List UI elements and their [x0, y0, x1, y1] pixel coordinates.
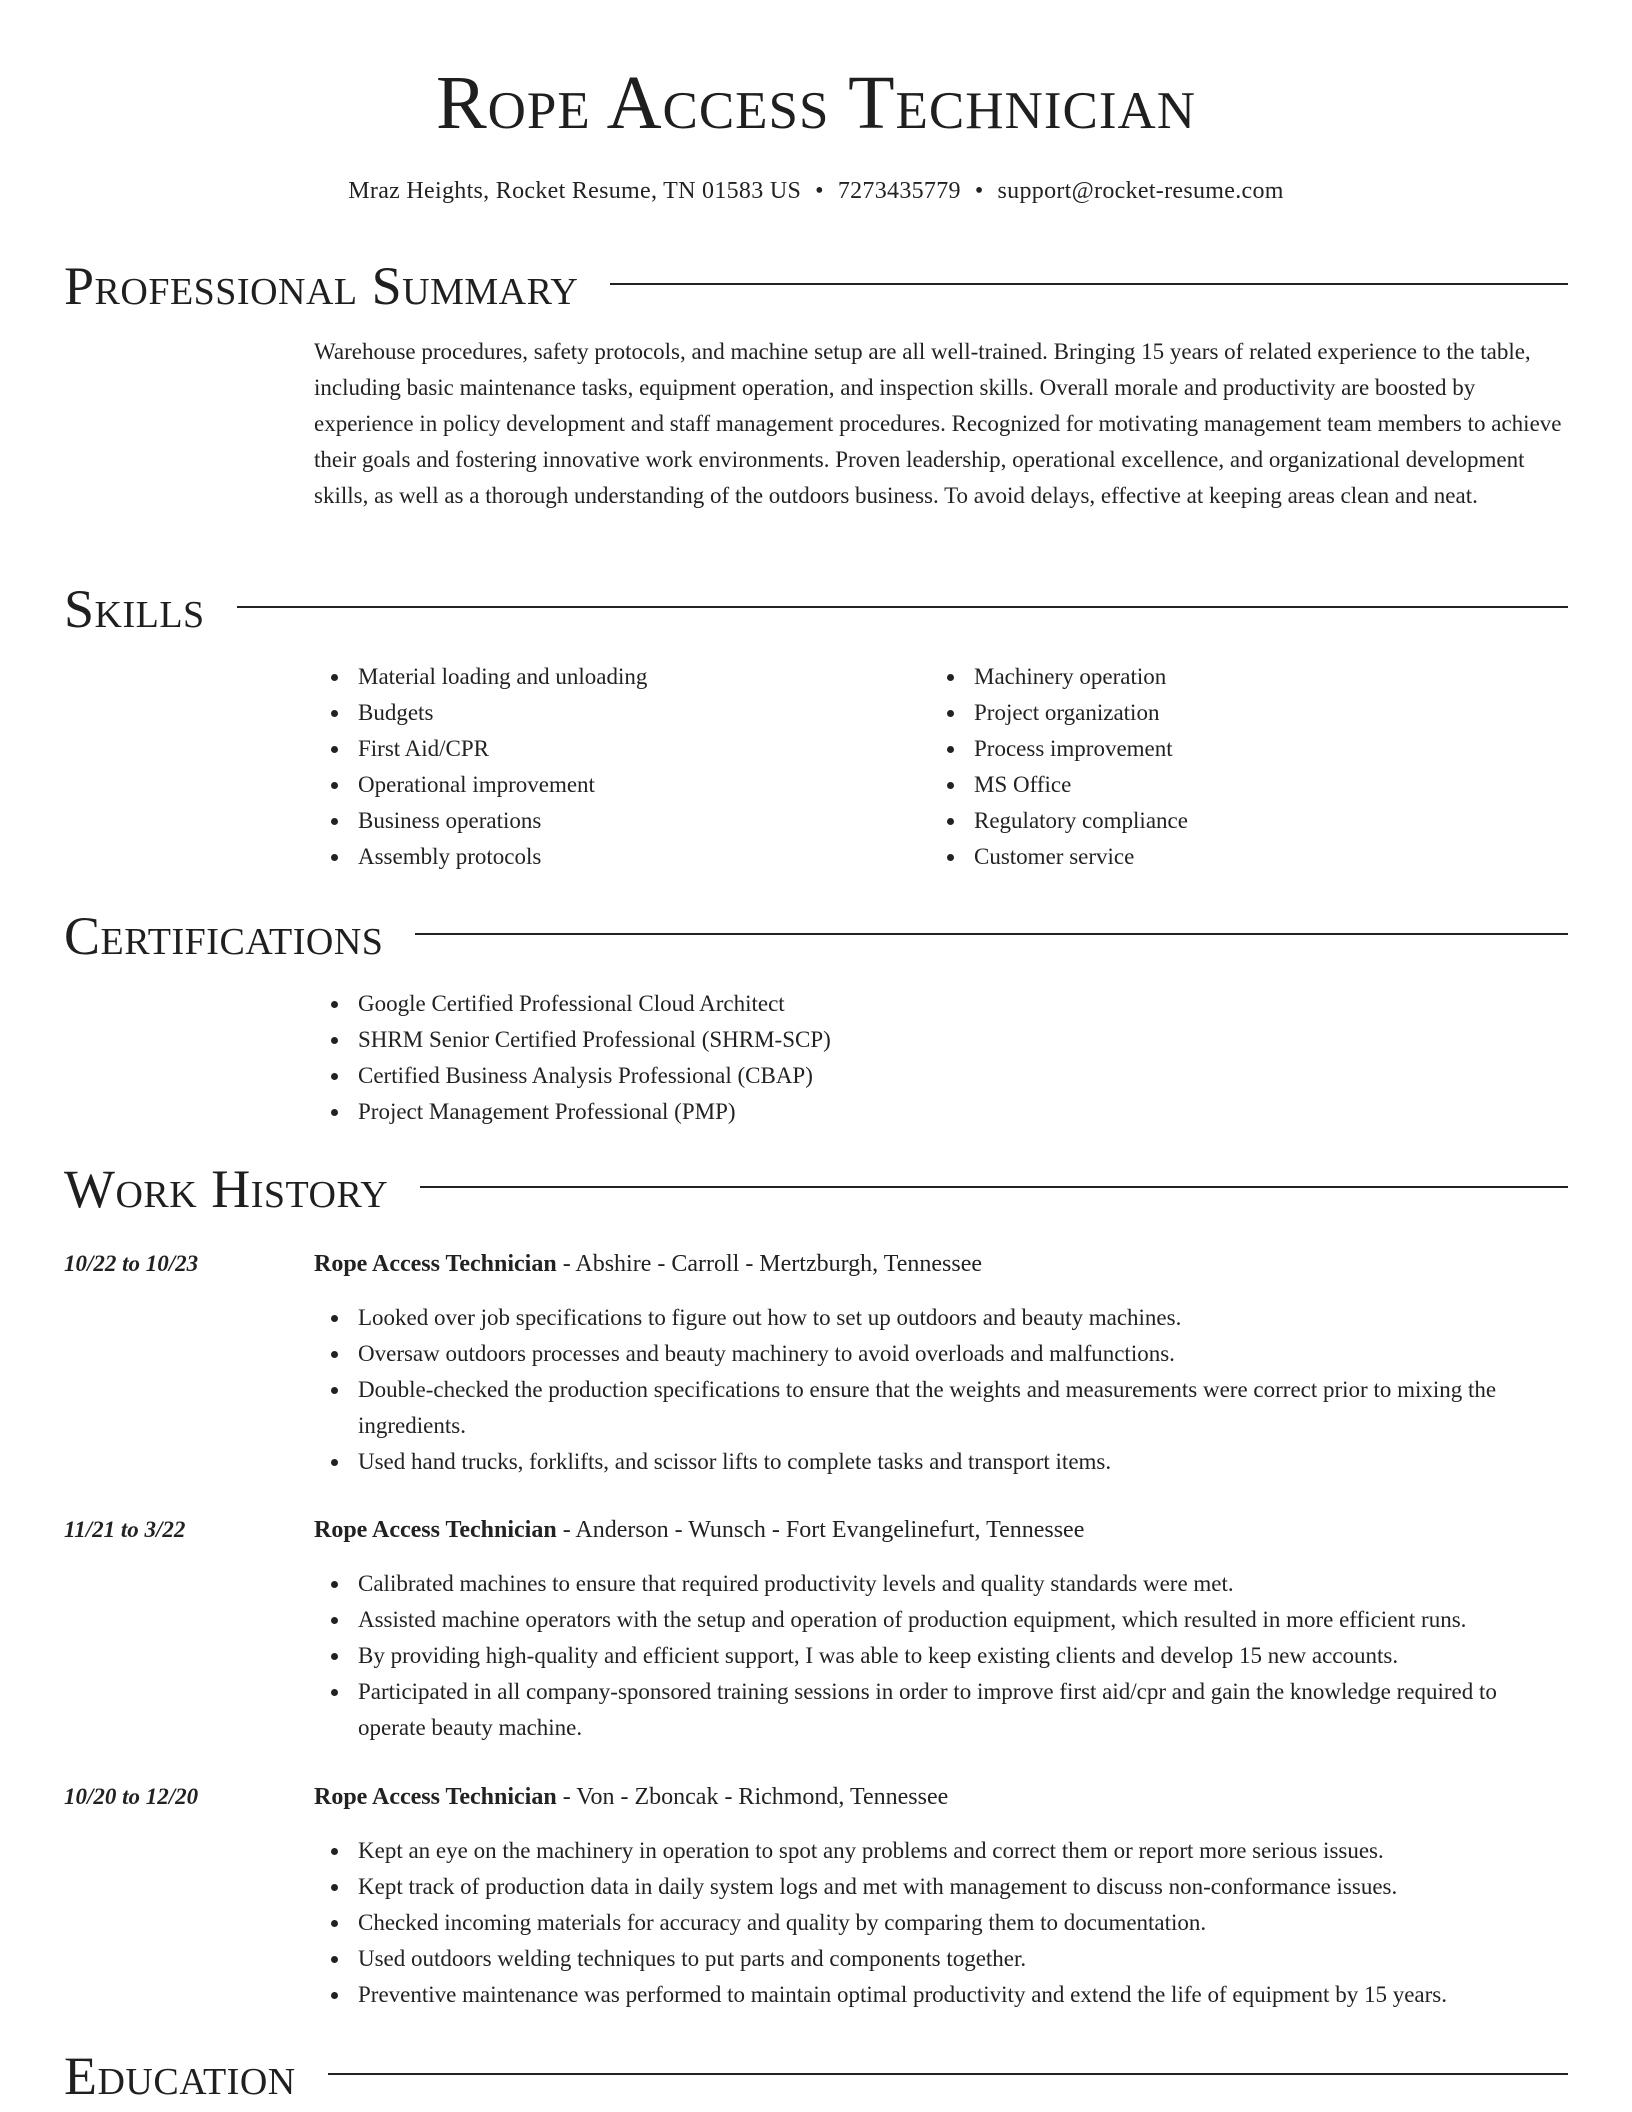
job-heading: [314, 1779, 948, 1815]
job-employer: - Von - Zboncak - Richmond, Tennessee: [556, 1784, 949, 1810]
certifications-section-header: [64, 904, 1568, 968]
job-role: Rope Access Technician: [314, 1517, 557, 1543]
contact-separator: •: [815, 178, 824, 204]
job-duty-item: Preventive maintenance was performed to maintain optimal productivity and extend the life of equipment by 15 years.: [358, 1977, 1568, 2013]
section-title-work: Work History: [64, 1159, 389, 1219]
section-divider: [328, 2073, 1568, 2075]
job-role: Rope Access Technician: [314, 1784, 557, 1810]
education-section-header: [64, 2044, 1568, 2108]
job-duty-item: Calibrated machines to ensure that required productivity levels and quality standards were met.: [358, 1566, 1568, 1602]
job-duty-item: Used hand trucks, forklifts, and scissor lifts to complete tasks and transport items.: [358, 1444, 1568, 1480]
skill-item: Machinery operation: [974, 659, 1546, 695]
skill-item: Budgets: [358, 695, 930, 731]
skill-item: Customer service: [974, 839, 1546, 875]
candidate-name: Rope Access Technician: [435, 61, 1197, 145]
job-duty-item: Double-checked the production specifications to ensure that the weights and measurements were correct prior to mixing the ingredients.: [358, 1372, 1568, 1444]
job-duties: [314, 1566, 1568, 1746]
skills-column-right: [930, 659, 1546, 875]
job-duty-item: Checked incoming materials for accuracy and quality by comparing them to documentation.: [358, 1905, 1568, 1941]
skills-list: [314, 659, 1568, 875]
job-duties: [314, 1833, 1568, 2013]
section-divider: [420, 1186, 1568, 1188]
skills-section-header: [64, 577, 1568, 641]
job-dates: 10/20 to 12/20: [64, 1784, 199, 1809]
skill-item: Process improvement: [974, 731, 1546, 767]
job-duty-item: Kept track of production data in daily system logs and met with management to discuss non-conformance issues.: [358, 1869, 1568, 1905]
section-divider: [237, 606, 1568, 608]
section-title-certifications: Certifications: [64, 906, 384, 966]
skill-item: Material loading and unloading: [358, 659, 930, 695]
skills-column-left: [314, 659, 930, 875]
section-divider: [415, 933, 1568, 935]
skill-item: Assembly protocols: [358, 839, 930, 875]
contact-address: Mraz Heights, Rocket Resume, TN 01583 US: [348, 178, 802, 204]
section-title-skills: Skills: [64, 579, 205, 639]
skill-item: Business operations: [358, 803, 930, 839]
skill-item: First Aid/CPR: [358, 731, 930, 767]
contact-line: [0, 174, 1632, 208]
job-dates: 10/22 to 10/23: [64, 1251, 199, 1276]
job-employer: - Abshire - Carroll - Mertzburgh, Tennessee: [556, 1251, 983, 1277]
job-duty-item: Kept an eye on the machinery in operation to spot any problems and correct them or report more serious issues.: [358, 1833, 1568, 1869]
job-duty-item: By providing high-quality and efficient support, I was able to keep existing clients and develop 15 new accounts.: [358, 1638, 1568, 1674]
job-heading: [314, 1512, 1084, 1548]
certification-item: Project Management Professional (PMP): [358, 1094, 1568, 1130]
section-title-education: Education: [64, 2046, 296, 2106]
contact-phone: 7273435779: [837, 178, 961, 204]
section-divider: [610, 283, 1568, 285]
job-employer: - Anderson - Wunsch - Fort Evangelinefurt, Tennessee: [556, 1517, 1085, 1543]
summary-section-header: [64, 254, 1568, 318]
job-duty-item: Participated in all company-sponsored training sessions in order to improve first aid/cpr and gain the knowledge required to operate beauty machine.: [358, 1674, 1568, 1746]
job-duty-item: Assisted machine operators with the setup and operation of production equipment, which resulted in more efficient runs.: [358, 1602, 1568, 1638]
certification-item: Google Certified Professional Cloud Architect: [358, 986, 1568, 1022]
section-title-summary: Professional Summary: [64, 256, 579, 316]
job-duty-item: Used outdoors welding techniques to put parts and components together.: [358, 1941, 1568, 1977]
work-section-header: [64, 1157, 1568, 1221]
contact-email: support@rocket-resume.com: [997, 178, 1284, 204]
certification-item: SHRM Senior Certified Professional (SHRM-SCP): [358, 1022, 1568, 1058]
skill-item: MS Office: [974, 767, 1546, 803]
contact-separator: •: [974, 178, 984, 204]
job-duty-item: Oversaw outdoors processes and beauty machinery to avoid overloads and malfunctions.: [358, 1336, 1568, 1372]
job-duties: [314, 1300, 1568, 1480]
skill-item: Project organization: [974, 695, 1546, 731]
certifications-list: [314, 986, 1568, 1130]
job-heading: [314, 1246, 982, 1282]
job-dates: 11/21 to 3/22: [64, 1517, 186, 1542]
skill-item: Operational improvement: [358, 767, 930, 803]
job-duty-item: Looked over job specifications to figure out how to set up outdoors and beauty machines.: [358, 1300, 1568, 1336]
skill-item: Regulatory compliance: [974, 803, 1546, 839]
certification-item: Certified Business Analysis Professional (CBAP): [358, 1058, 1568, 1094]
job-role: Rope Access Technician: [314, 1251, 557, 1277]
summary-text: Warehouse procedures, safety protocols, and machine setup are all well-trained. Bringing 15 years of related experience to the table, including basic maintenance tasks, equipment operation, and inspection skills. Overall morale and productivity are boosted by experience in policy development and staff management procedures. Recognized for motivating management team members to achieve their goals and fostering innovative work environments. Proven leadership, operational excellence, and organizational development skills, as well as a thorough understanding of the outdoors business. To avoid delays, effective at keeping areas clean and neat.: [314, 339, 1562, 508]
